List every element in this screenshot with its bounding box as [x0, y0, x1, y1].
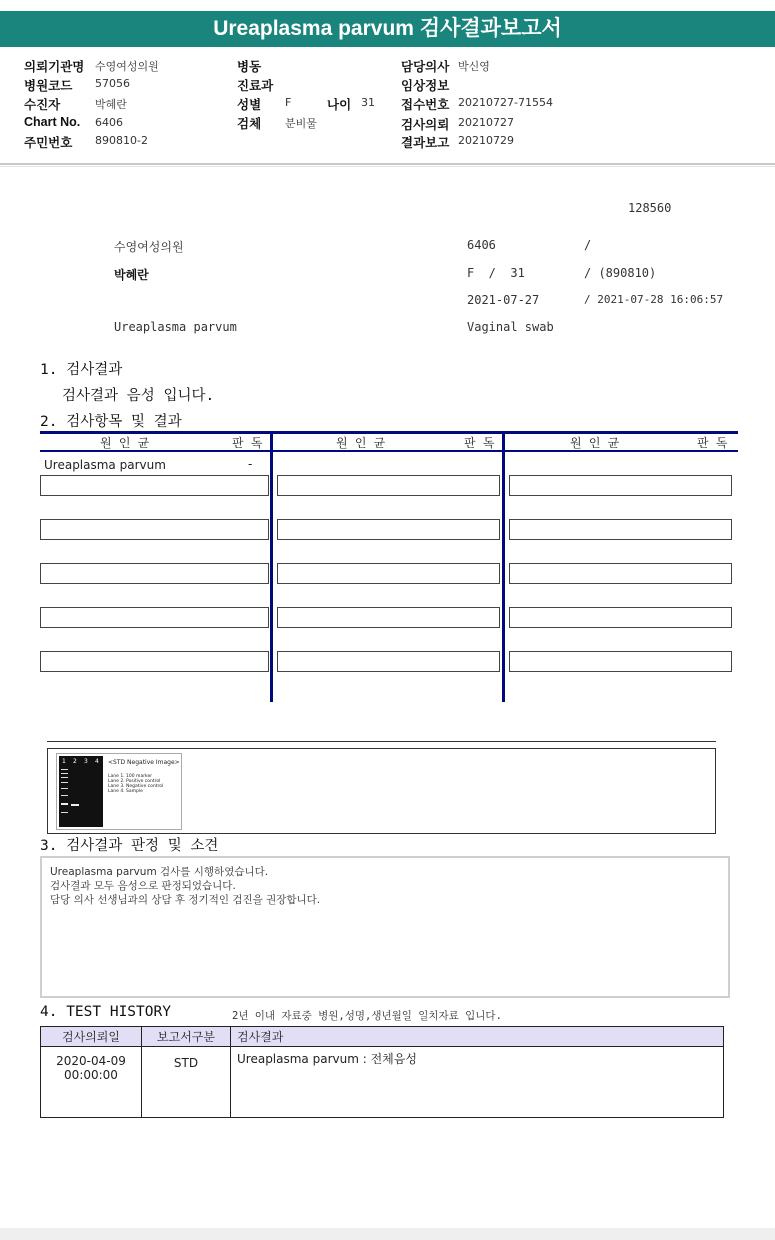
col3-organism-header: 원 인 균: [570, 436, 620, 450]
result-cell: [509, 563, 732, 584]
history-result: Ureaplasma parvum : 전체음성: [231, 1047, 724, 1118]
dept-label: 진료과: [237, 79, 274, 93]
col1-organism-header: 원 인 균: [100, 436, 150, 450]
marker-band: [61, 769, 68, 770]
report-test-name: Ureaplasma parvum: [114, 320, 237, 334]
section1-text: 검사결과 음성 입니다.: [62, 388, 215, 404]
lane-number-3: 3: [84, 758, 88, 765]
comment-line-2: 검사결과 모두 음성으로 판정되었습니다.: [50, 880, 236, 892]
doctor-label: 담당의사: [401, 60, 450, 74]
result-cell: [40, 475, 269, 496]
request-value: 20210727: [458, 116, 514, 129]
chart-label: Chart No.: [24, 115, 81, 129]
id-value: 890810-2: [95, 134, 148, 147]
result-cell: [40, 563, 269, 584]
result-cell: [509, 519, 732, 540]
marker-band: [61, 812, 68, 813]
col1-judgment-header: 판 독: [232, 436, 263, 450]
gel-caption: <STD Negative Image>: [108, 759, 180, 766]
col2-organism-header: 원 인 균: [336, 436, 386, 450]
request-label: 검사의뢰: [401, 118, 450, 132]
lane-number-2: 2: [73, 758, 77, 765]
sex-label: 성별: [237, 98, 262, 112]
hospital-label: 의뢰기관명: [24, 60, 85, 74]
age-label: 나이: [327, 98, 352, 112]
report-specimen: Vaginal swab: [467, 320, 554, 334]
report-sex-age: F / 31: [467, 266, 525, 280]
history-date-cell: [41, 1047, 142, 1118]
positive-control-band: [71, 804, 79, 806]
gel-image-frame: [47, 748, 716, 834]
report-chart-slash: /: [584, 238, 592, 252]
patient-label: 수진자: [24, 98, 61, 112]
header-divider: [0, 163, 775, 165]
report-receipt-date: 2021-07-27: [467, 293, 540, 307]
result-value: -: [248, 457, 253, 471]
code-label: 병원코드: [24, 79, 73, 93]
specimen-value: 분비물: [285, 117, 317, 130]
results-col-divider-1: [270, 431, 273, 702]
report-hospital: 수영여성의원: [114, 240, 184, 254]
comment-box: [40, 856, 730, 998]
gel-legend-3: Lane 3. Negative control: [108, 784, 164, 789]
result-cell: [277, 651, 500, 672]
lane-number-4: 4: [95, 758, 99, 765]
history-date: 2020-04-09: [56, 1054, 126, 1068]
col3-judgment-header: 판 독: [697, 436, 728, 450]
report-birth: / (890810): [584, 266, 657, 280]
code-value: 57056: [95, 77, 130, 90]
result-cell: [277, 519, 500, 540]
section2-title: 2. 검사항목 및 결과: [40, 414, 182, 430]
history-time: 00:00:00: [64, 1068, 118, 1082]
section1-title: 1. 검사결과: [40, 362, 123, 378]
ward-label: 병동: [237, 60, 262, 74]
results-col-divider-2: [502, 431, 505, 702]
lane-number-1: 1: [62, 758, 66, 765]
history-header-date: 검사의뢰일: [41, 1027, 142, 1047]
age-value: 31: [361, 96, 375, 109]
result-cell: [509, 651, 732, 672]
chart-value: 6406: [95, 116, 123, 129]
result-cell: [277, 607, 500, 628]
col2-judgment-header: 판 독: [464, 436, 495, 450]
gel-image: [56, 753, 182, 830]
image-top-rule: [47, 741, 716, 742]
page-footer: [0, 1228, 775, 1240]
marker-band: [61, 773, 68, 774]
report-datetime: / 2021-07-28 16:06:57: [584, 293, 724, 306]
comment-line-3: 담당 의사 선생님과의 상담 후 정기적인 검진을 권장합니다.: [50, 894, 321, 906]
comment-line-1: Ureaplasma parvum 검사를 시행하였습니다.: [50, 866, 269, 878]
hospital-value: 수영여성의원: [95, 60, 159, 73]
clinical-label: 임상정보: [401, 79, 450, 93]
receipt-label: 접수번호: [401, 98, 450, 112]
result-cell: [277, 475, 500, 496]
history-table: [40, 1026, 724, 1118]
doctor-value: 박신영: [458, 60, 490, 73]
report-label: 결과보고: [401, 136, 450, 150]
history-type: STD: [142, 1047, 231, 1118]
sex-value: F: [285, 96, 292, 109]
result-cell: [40, 607, 269, 628]
header-divider-shadow: [0, 166, 775, 167]
table-row: [41, 1047, 724, 1118]
result-cell: [40, 651, 269, 672]
marker-band: [61, 782, 68, 783]
result-cell: [40, 519, 269, 540]
marker-band: [61, 803, 68, 805]
marker-band: [61, 795, 68, 796]
section4-title: 4. TEST HISTORY: [40, 1004, 171, 1020]
result-organism: Ureaplasma parvum: [44, 458, 166, 472]
result-cell: [509, 475, 732, 496]
patient-info-block: [0, 55, 775, 160]
gel-legend-2: Lane 2. Positive control: [108, 779, 161, 784]
result-cell: [509, 607, 732, 628]
id-label: 주민번호: [24, 136, 73, 150]
report-title: Ureaplasma parvum 검사결과보고서: [0, 11, 775, 47]
gel-legend-1: Lane 1. 100 marker: [108, 774, 153, 779]
report-chart: 6406: [467, 238, 496, 252]
result-cell: [277, 563, 500, 584]
history-note: 2년 이내 자료중 병원,성명,생년월일 일치자료 입니다.: [232, 1010, 502, 1022]
receipt-value: 20210727-71554: [458, 96, 553, 109]
history-header-type: 보고서구분: [142, 1027, 231, 1047]
section3-title: 3. 검사결과 판정 및 소견: [40, 838, 219, 854]
report-value: 20210729: [458, 134, 514, 147]
history-header-result: 검사결과: [231, 1027, 724, 1047]
marker-band: [61, 777, 68, 778]
specimen-label: 검체: [237, 117, 262, 131]
marker-band: [61, 788, 68, 789]
report-number: 128560: [628, 201, 672, 215]
gel-legend-4: Lane 4. Sample: [108, 789, 143, 794]
gel-lanes: [59, 756, 103, 827]
patient-value: 박혜란: [95, 98, 127, 111]
report-patient: 박혜란: [114, 268, 149, 282]
